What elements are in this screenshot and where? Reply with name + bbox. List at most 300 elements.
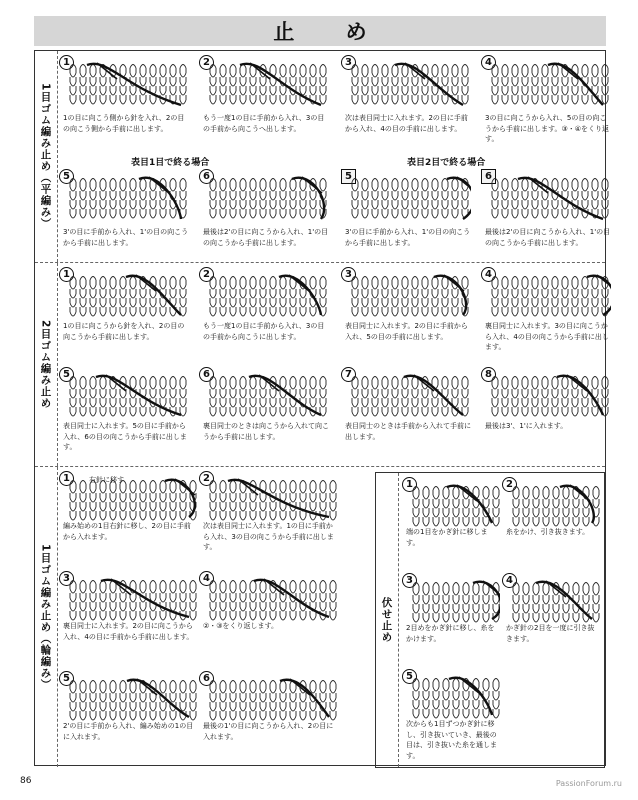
stitch <box>412 389 418 398</box>
stitch <box>160 502 166 511</box>
stitch <box>330 484 336 493</box>
live-loop <box>180 681 186 685</box>
stitch <box>230 584 236 593</box>
stitch <box>402 200 408 209</box>
stitch <box>463 586 469 595</box>
stitch <box>552 86 558 95</box>
stitch <box>532 68 538 77</box>
live-loop <box>190 481 196 485</box>
step-caption: 糸をかけ、引き抜きます。 <box>506 528 590 536</box>
stitch <box>413 490 419 499</box>
stitch <box>240 77 246 86</box>
stitch <box>372 68 378 77</box>
stitch <box>250 702 256 711</box>
stitch <box>453 682 459 691</box>
live-loop <box>592 65 598 69</box>
stitch <box>290 191 296 200</box>
stitch <box>502 86 508 95</box>
stitch <box>402 182 408 191</box>
stitch <box>443 595 449 604</box>
stitch <box>180 593 186 602</box>
stitch <box>422 86 428 95</box>
stitch <box>110 602 116 611</box>
stitch <box>382 182 388 191</box>
stitch <box>310 702 316 711</box>
live-loop <box>180 377 186 381</box>
yarn-strand <box>126 276 181 315</box>
stitch <box>180 68 186 77</box>
stitch <box>582 68 588 77</box>
yarn-strand <box>548 64 603 105</box>
watermark: PassionForum.ru <box>555 779 622 788</box>
stitch <box>240 502 246 511</box>
knit-diagram <box>67 675 197 723</box>
stitch <box>240 584 246 593</box>
stitch <box>362 86 368 95</box>
stitch <box>280 602 286 611</box>
live-loop <box>90 277 96 281</box>
live-loop <box>592 377 598 381</box>
stitch <box>140 511 146 520</box>
live-loop <box>310 277 316 281</box>
stitch <box>552 280 558 289</box>
live-loop <box>502 65 508 69</box>
stitch <box>492 398 498 407</box>
stitch <box>170 77 176 86</box>
stitch <box>170 502 176 511</box>
live-loop <box>210 481 216 485</box>
stitch <box>462 191 468 200</box>
stitch <box>250 280 256 289</box>
stitch <box>402 307 408 316</box>
stitch <box>532 191 538 200</box>
live-loop <box>442 377 448 381</box>
stitch <box>130 307 136 316</box>
stitch <box>130 86 136 95</box>
stitch <box>320 289 326 298</box>
stitch <box>70 584 76 593</box>
stitch <box>310 86 316 95</box>
live-loop <box>513 583 519 587</box>
stitch <box>320 86 326 95</box>
stitch <box>522 77 528 86</box>
live-loop <box>280 481 286 485</box>
stitch <box>290 493 296 502</box>
needle <box>459 677 479 693</box>
live-loop <box>90 481 96 485</box>
stitch <box>362 182 368 191</box>
stitch <box>493 499 499 508</box>
stitch <box>170 380 176 389</box>
stitch <box>90 191 96 200</box>
stitch <box>220 711 226 720</box>
stitch <box>602 380 608 389</box>
stitch <box>542 289 548 298</box>
stitch <box>513 595 519 604</box>
stitch <box>170 289 176 298</box>
knit-diagram <box>349 173 471 225</box>
stitch <box>522 298 528 307</box>
stitch <box>220 502 226 511</box>
stitch <box>90 398 96 407</box>
stitch <box>523 604 529 613</box>
stitch <box>140 191 146 200</box>
stitch <box>543 604 549 613</box>
stitch <box>532 209 538 218</box>
stitch <box>572 398 578 407</box>
stitch <box>150 493 156 502</box>
stitch <box>90 389 96 398</box>
stitch <box>230 593 236 602</box>
stitch <box>70 502 76 511</box>
stitch <box>90 593 96 602</box>
stitch <box>100 95 106 104</box>
stitch <box>310 200 316 209</box>
stitch <box>463 508 469 517</box>
stitch <box>290 289 296 298</box>
live-loop <box>512 65 518 69</box>
stitch <box>180 280 186 289</box>
yarn-strand <box>96 376 181 415</box>
live-loop <box>240 277 246 281</box>
stitch <box>160 86 166 95</box>
stitch <box>352 298 358 307</box>
stitch <box>170 86 176 95</box>
live-loop <box>150 377 156 381</box>
stitch <box>130 693 136 702</box>
stitch <box>150 389 156 398</box>
stitch <box>120 511 126 520</box>
stitch <box>362 398 368 407</box>
stitch <box>260 307 266 316</box>
stitch <box>592 68 598 77</box>
stitch <box>210 209 216 218</box>
stitch <box>130 702 136 711</box>
stitch <box>270 86 276 95</box>
live-loop <box>120 65 126 69</box>
stitch <box>582 398 588 407</box>
stitch <box>230 611 236 620</box>
stitch <box>90 407 96 416</box>
stitch <box>250 684 256 693</box>
stitch <box>533 508 539 517</box>
stitch <box>553 499 559 508</box>
live-loop <box>372 277 378 281</box>
stitch <box>70 191 76 200</box>
stitch <box>190 711 196 720</box>
stitch <box>372 380 378 389</box>
stitch <box>300 493 306 502</box>
stitch <box>502 298 508 307</box>
live-loop <box>462 277 468 281</box>
stitch <box>330 584 336 593</box>
live-loop <box>372 377 378 381</box>
live-loop <box>130 581 136 585</box>
stitch <box>290 693 296 702</box>
stitch <box>563 490 569 499</box>
stitch <box>230 77 236 86</box>
stitch <box>140 484 146 493</box>
stitch <box>210 407 216 416</box>
live-loop <box>362 179 368 183</box>
live-loop <box>80 681 86 685</box>
stitch <box>250 502 256 511</box>
stitch <box>372 307 378 316</box>
section-label: 1目ゴム編み止め（平編み） <box>39 83 52 230</box>
stitch <box>270 511 276 520</box>
stitch <box>352 200 358 209</box>
stitch <box>240 68 246 77</box>
live-loop <box>320 581 326 585</box>
stitch <box>300 702 306 711</box>
stitch <box>552 380 558 389</box>
live-loop <box>270 65 276 69</box>
stitch <box>280 209 286 218</box>
stitch <box>402 209 408 218</box>
live-loop <box>150 581 156 585</box>
stitch <box>572 298 578 307</box>
stitch <box>330 684 336 693</box>
stitch <box>160 200 166 209</box>
stitch <box>593 595 599 604</box>
stitch <box>90 209 96 218</box>
stitch <box>220 407 226 416</box>
stitch <box>463 691 469 700</box>
stitch <box>553 595 559 604</box>
stitch <box>573 499 579 508</box>
stitch <box>553 508 559 517</box>
live-loop <box>522 277 528 281</box>
live-loop <box>583 583 589 587</box>
stitch <box>260 611 266 620</box>
stitch <box>220 380 226 389</box>
stitch <box>250 209 256 218</box>
stitch <box>473 604 479 613</box>
bind-off-box <box>375 472 605 768</box>
stitch <box>413 595 419 604</box>
live-loop <box>330 581 336 585</box>
live-loop <box>573 583 579 587</box>
stitch <box>110 182 116 191</box>
stitch <box>190 611 196 620</box>
stitch <box>220 684 226 693</box>
stitch <box>562 380 568 389</box>
stitch <box>512 298 518 307</box>
stitch <box>230 511 236 520</box>
stitch <box>493 682 499 691</box>
stitch <box>180 77 186 86</box>
stitch <box>352 389 358 398</box>
live-loop <box>522 65 528 69</box>
stitch <box>382 380 388 389</box>
stitch <box>330 511 336 520</box>
stitch <box>542 380 548 389</box>
stitch <box>70 298 76 307</box>
stitch <box>230 693 236 702</box>
stitch <box>160 702 166 711</box>
stitch <box>180 200 186 209</box>
stitch <box>492 380 498 389</box>
stitch <box>543 490 549 499</box>
stitch <box>160 389 166 398</box>
stitch <box>513 586 519 595</box>
live-loop <box>160 65 166 69</box>
live-loop <box>230 377 236 381</box>
page-title: 止 め <box>273 20 389 44</box>
content-frame <box>34 50 611 766</box>
stitch <box>433 700 439 709</box>
stitch <box>130 209 136 218</box>
step-caption: 次は表目同士に入れます。2の目に手前から入れ、4の目の手前に出します。 <box>345 114 468 133</box>
stitch <box>180 493 186 502</box>
stitch <box>130 280 136 289</box>
stitch <box>462 280 468 289</box>
stitch <box>230 702 236 711</box>
step-number: 8 <box>481 367 496 382</box>
stitch <box>562 389 568 398</box>
stitch <box>583 586 589 595</box>
stitch <box>413 586 419 595</box>
stitch <box>452 380 458 389</box>
stitch <box>110 711 116 720</box>
stitch <box>270 200 276 209</box>
stitch <box>320 484 326 493</box>
live-loop <box>493 583 499 587</box>
stitch <box>522 398 528 407</box>
live-loop <box>220 179 226 183</box>
stitch <box>492 182 498 191</box>
stitch <box>150 307 156 316</box>
live-loop <box>190 581 196 585</box>
stitch <box>402 68 408 77</box>
stitch <box>270 191 276 200</box>
stitch <box>280 191 286 200</box>
stitch <box>280 280 286 289</box>
live-loop <box>270 481 276 485</box>
live-loop <box>210 681 216 685</box>
stitch <box>110 307 116 316</box>
stitch <box>110 611 116 620</box>
stitch <box>220 280 226 289</box>
stitch <box>320 380 326 389</box>
stitch <box>210 389 216 398</box>
stitch <box>512 380 518 389</box>
stitch <box>270 602 276 611</box>
stitch <box>250 95 256 104</box>
stitch <box>190 702 196 711</box>
live-loop <box>150 481 156 485</box>
stitch <box>473 709 479 718</box>
stitch <box>230 484 236 493</box>
live-loop <box>140 481 146 485</box>
stitch <box>160 307 166 316</box>
stitch <box>170 398 176 407</box>
stitch <box>462 200 468 209</box>
stitch <box>140 711 146 720</box>
stitch <box>70 511 76 520</box>
stitch <box>532 77 538 86</box>
stitch <box>562 86 568 95</box>
stitch <box>442 77 448 86</box>
stitch <box>230 191 236 200</box>
live-loop <box>543 487 549 491</box>
stitch <box>502 95 508 104</box>
stitch <box>250 611 256 620</box>
live-loop <box>602 179 608 183</box>
stitch <box>240 702 246 711</box>
stitch <box>582 200 588 209</box>
live-loop <box>90 377 96 381</box>
stitch <box>170 209 176 218</box>
stitch <box>533 499 539 508</box>
stitch <box>130 711 136 720</box>
knit-diagram <box>207 675 337 723</box>
step-illustration <box>67 475 197 527</box>
live-loop <box>270 681 276 685</box>
stitch <box>552 407 558 416</box>
live-loop <box>512 179 518 183</box>
stitch <box>170 511 176 520</box>
stitch <box>310 484 316 493</box>
step-caption: 2'の目に手前から入れ、編み始めの1の目に入れます。 <box>63 722 194 741</box>
live-loop <box>532 377 538 381</box>
stitch <box>80 493 86 502</box>
stitch <box>492 280 498 289</box>
knit-diagram <box>489 59 611 111</box>
yarn-strand <box>557 376 603 415</box>
stitch <box>210 511 216 520</box>
stitch <box>432 407 438 416</box>
stitch <box>573 586 579 595</box>
stitch <box>352 380 358 389</box>
stitch <box>80 711 86 720</box>
stitch <box>110 398 116 407</box>
live-loop <box>493 487 499 491</box>
live-loop <box>80 377 86 381</box>
stitch <box>413 499 419 508</box>
stitch <box>90 68 96 77</box>
stitch <box>473 586 479 595</box>
stitch <box>512 95 518 104</box>
live-loop <box>170 581 176 585</box>
live-loop <box>110 681 116 685</box>
stitch <box>502 77 508 86</box>
stitch <box>100 280 106 289</box>
stitch <box>80 182 86 191</box>
live-loop <box>593 583 599 587</box>
stitch <box>352 77 358 86</box>
stitch <box>210 398 216 407</box>
live-loop <box>432 377 438 381</box>
stitch <box>230 684 236 693</box>
live-loop <box>140 65 146 69</box>
stitch <box>562 77 568 86</box>
stitch <box>270 398 276 407</box>
stitch <box>220 693 226 702</box>
stitch <box>582 307 588 316</box>
stitch <box>110 389 116 398</box>
step-illustration <box>489 371 611 425</box>
stitch <box>280 200 286 209</box>
live-loop <box>100 277 106 281</box>
stitch <box>320 280 326 289</box>
stitch <box>270 307 276 316</box>
stitch <box>352 407 358 416</box>
stitch <box>300 484 306 493</box>
stitch <box>230 280 236 289</box>
step-number: 1 <box>59 471 74 486</box>
stitch <box>140 77 146 86</box>
